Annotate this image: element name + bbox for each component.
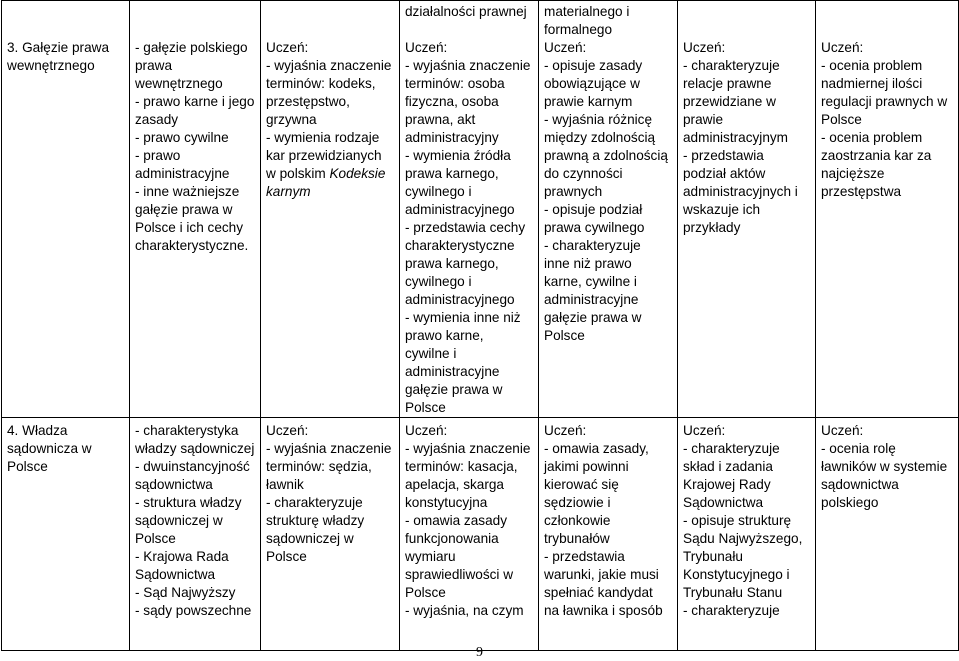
requirement-text: Uczeń: - charakteryzuje skład i zadania Krajowej Rady Sądownictwa - opisuje strukturę Sądu Najwyższego, Trybunału Konstytucyjnego i Trybunału Stanu - charakteryzuje	[683, 423, 803, 618]
requirement-text: Uczeń: - wyjaśnia znaczenie terminów: osoba fizyczna, osoba prawna, akt administracyjny - wymienia źródła prawa karnego, cywilnego i administracyjnego - przedstawia cechy charakterystyczne prawa karnego, cywilnego i administracyjnego - wymienia inne niż prawo karne, cywilne i administracyjne gałęzie prawa w Polsce	[405, 40, 531, 415]
table-row	[2, 1, 959, 418]
requirement-cell	[816, 1, 959, 418]
content-cell	[130, 418, 261, 651]
requirement-text: Uczeń: - wyjaśnia znaczenie terminów: sędzia, ławnik - charakteryzuje strukturę władzy sądowniczej w Polsce	[266, 423, 392, 564]
table-row	[2, 418, 959, 651]
requirement-text: Uczeń: - wyjaśnia znaczenie terminów: kasacja, apelacja, skarga konstytucyjna - omawia zasady funkcjonowania wymiaru sprawiedliwości w Polsce - wyjaśnia, na czym	[405, 423, 531, 618]
requirement-text: Uczeń: - omawia zasady, jakimi powinni kierować się sędziowie i członkowie trybunałów - przedstawia warunki, jakie musi spełniać kandydat na ławnika i sposób	[544, 423, 663, 618]
requirement-text: Uczeń: - charakteryzuje relacje prawne przewidziane w prawie administracyjnym - przedstawia podział aktów administracyjnych i wskazuje ich przykłady	[683, 40, 798, 235]
requirement-cell	[261, 1, 400, 418]
page-number: 9	[476, 645, 483, 660]
requirement-cell	[400, 1, 539, 418]
requirement-cell	[678, 1, 816, 418]
topic-cell	[2, 418, 130, 651]
requirement-cell	[816, 418, 959, 651]
topic-cell	[2, 1, 130, 418]
requirement-cell	[678, 418, 816, 651]
content-text: - gałęzie polskiego prawa wewnętrznego - prawo karne i jego zasady - prawo cywilne - prawo administracyjne - inne ważniejsze gałęzie prawa w Polsce i ich cechy charakterystyczne.	[135, 40, 255, 253]
requirement-text	[266, 39, 395, 201]
content-text: - charakterystyka władzy sądowniczej - dwuinstancyjność sądownictwa - struktura władzy sądowniczej w Polsce - Krajowa Rada Sądownictwa - Sąd Najwyższy - sądy powszechne	[135, 423, 255, 618]
requirement-text-italic: Kodeksie karnym	[266, 166, 386, 199]
requirement-cell	[261, 418, 400, 651]
content-cell	[130, 1, 261, 418]
topic-text: 3. Gałęzie prawa wewnętrznego	[7, 40, 110, 73]
requirement-text: Uczeń: - ocenia rolę ławników w systemie sądownictwa polskiego	[821, 423, 948, 510]
requirement-continuation: materialnego i formalnego	[544, 4, 630, 37]
requirement-text-plain: Uczeń: - wyjaśnia znaczenie terminów: kodeks, przestępstwo, grzywna - wymienia rodzaje kar przewidzianych w polskim	[266, 40, 392, 181]
requirement-continuation: działalności prawnej	[405, 4, 527, 19]
requirement-text: Uczeń: - opisuje zasady obowiązujące w prawie karnym - wyjaśnia różnicę między zdolnością prawną a zdolnością do czynności prawnych - opisuje podział prawa cywilnego - charakteryzuje inne niż prawo karne, cywilne i administracyjne gałęzie prawa w Polsce	[544, 40, 668, 343]
requirement-text: Uczeń: - ocenia problem nadmiernej ilości regulacji prawnych w Polsce - ocenia problem zaostrzania kar za najcięższe przestępstwa	[821, 40, 948, 199]
curriculum-table	[1, 0, 959, 651]
requirement-cell	[400, 418, 539, 651]
requirement-cell	[539, 1, 678, 418]
requirement-cell	[539, 418, 678, 651]
topic-text: 4. Władza sądownicza w Polsce	[7, 423, 92, 474]
